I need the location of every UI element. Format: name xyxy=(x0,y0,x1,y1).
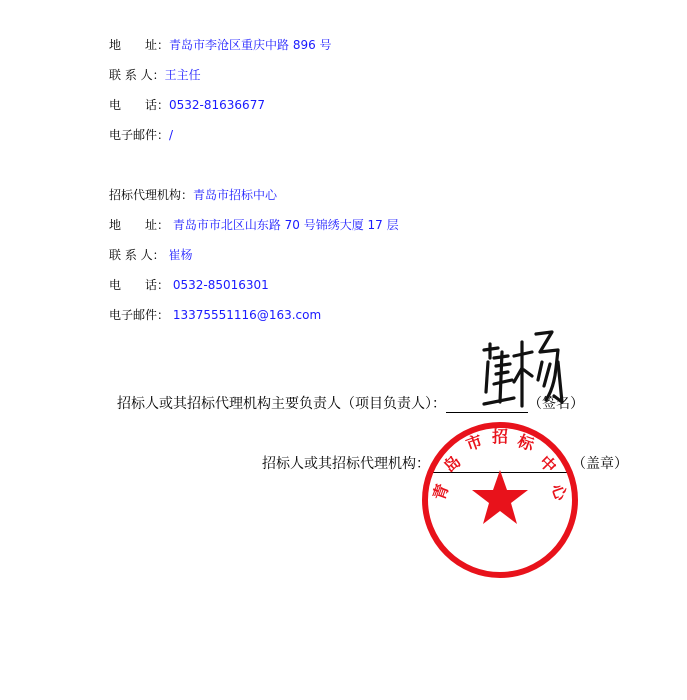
phone-value: 0532-81636677 xyxy=(169,98,265,112)
handwritten-signature xyxy=(478,322,570,414)
tenderer-address-row xyxy=(109,37,332,53)
svg-text:中: 中 xyxy=(535,451,561,477)
responsible-label: 招标人或其招标代理机构主要负责人（项目负责人）： xyxy=(117,396,446,412)
phone-label: 电 话： xyxy=(109,278,170,292)
agency-name-row xyxy=(109,187,277,203)
org-label: 招标人或其招标代理机构： xyxy=(262,456,430,472)
agency-name-value: 青岛市招标中心 xyxy=(193,188,278,202)
email-value: 13375551116@163.com xyxy=(169,308,322,322)
tenderer-contact-row xyxy=(109,67,201,83)
official-seal xyxy=(420,420,580,580)
agency-email-row xyxy=(109,307,321,323)
agency-contact-row xyxy=(109,247,192,263)
address-value: 青岛市李沧区重庆中路 896 号 xyxy=(169,38,332,52)
seal-star-icon xyxy=(472,470,528,524)
address-label: 地 址： xyxy=(109,38,170,52)
svg-text:标: 标 xyxy=(515,431,537,455)
email-label: 电子邮件： xyxy=(109,128,170,142)
tenderer-email-row xyxy=(109,127,173,143)
contact-label: 联 系 人： xyxy=(109,68,165,82)
svg-text:青: 青 xyxy=(429,481,453,503)
email-value: / xyxy=(169,128,174,142)
tenderer-phone-row xyxy=(109,97,265,113)
email-label: 电子邮件： xyxy=(109,308,170,322)
address-value: 青岛市市北区山东路 70 号锦绣大厦 17 层 xyxy=(169,218,399,232)
svg-text:市: 市 xyxy=(463,431,485,455)
address-label: 地 址： xyxy=(109,218,170,232)
contact-value: 王主任 xyxy=(164,68,201,82)
phone-value: 0532-85016301 xyxy=(169,278,269,292)
org-suffix: （盖章） xyxy=(572,456,628,472)
contact-label: 联 系 人： xyxy=(109,248,165,262)
responsible-suffix: （签名） xyxy=(528,396,584,412)
agency-name-label: 招标代理机构： xyxy=(109,188,194,202)
svg-text:岛: 岛 xyxy=(439,451,465,477)
svg-text:心: 心 xyxy=(547,481,571,503)
phone-label: 电 话： xyxy=(109,98,170,112)
agency-address-row xyxy=(109,217,399,233)
svg-text:招: 招 xyxy=(491,427,509,446)
agency-phone-row xyxy=(109,277,269,293)
contact-value: 崔杨 xyxy=(164,248,193,262)
